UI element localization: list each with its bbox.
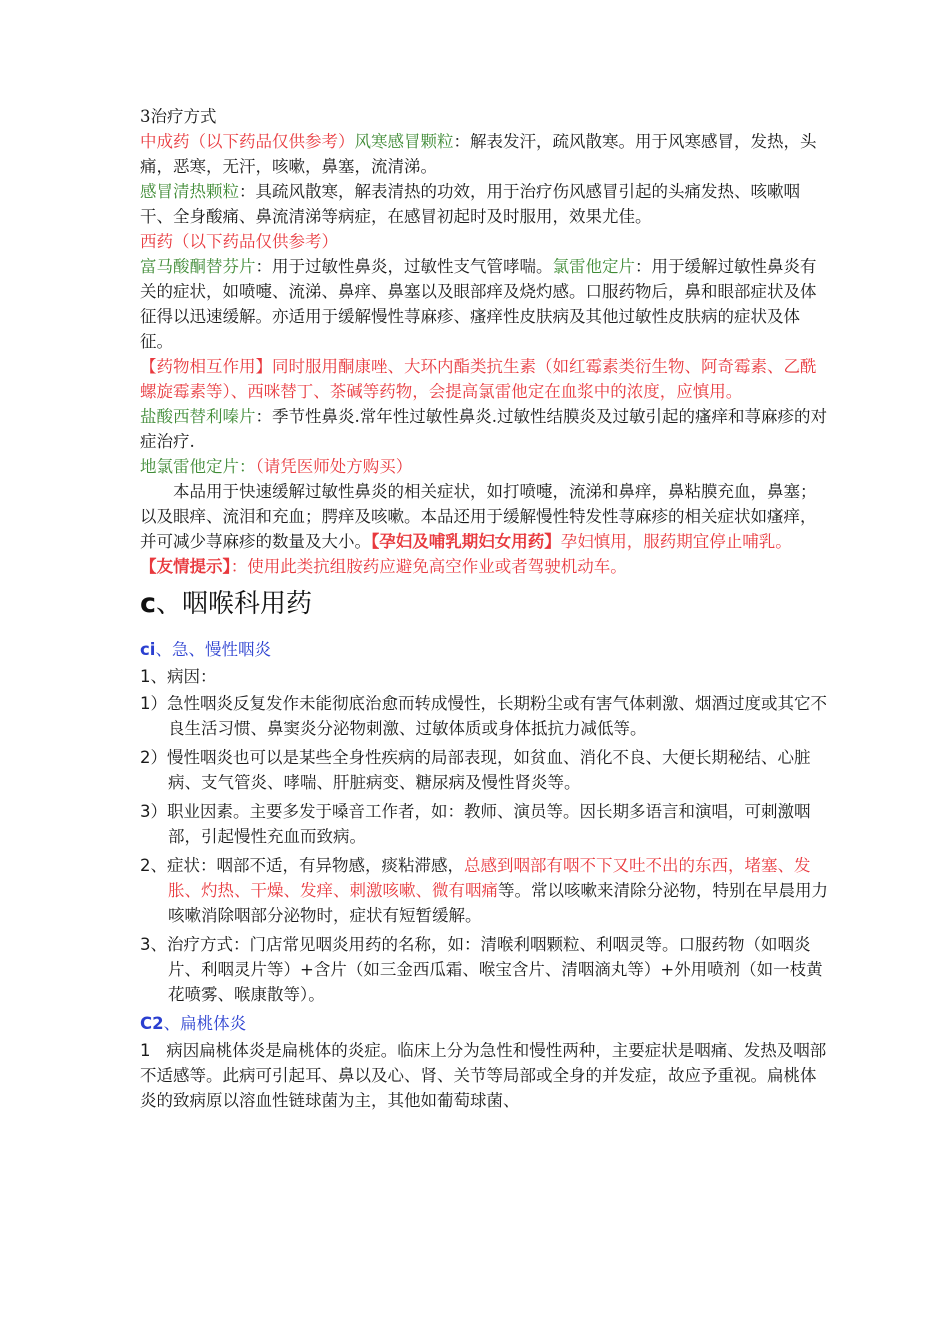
drug-interaction-warning: 【药物相互作用】同时服用酮康唑、大环内酯类抗生素（如红霉素类衍生物、阿奇霉素、乙酰螺旋霉素等）、西咪替丁、茶碱等药物，会提高氯雷他定在血浆中的浓度，应慎用。 bbox=[140, 357, 817, 401]
subsection-code: C2 bbox=[140, 1014, 164, 1033]
paragraph-desloratadine bbox=[140, 479, 830, 554]
prescription-note: （请凭医师处方购买） bbox=[255, 457, 413, 476]
friendly-tip bbox=[140, 554, 830, 579]
document-page bbox=[140, 104, 830, 1113]
drug-description: ：用于缓解过敏性鼻炎有关的症状，如喷嚏、流涕、鼻痒、鼻塞以及眼部痒及烧灼感。口服药物后，鼻和眼部症状及体征得以迅速缓解。亦适用于缓解慢性荨麻疹、瘙痒性皮肤病及其他过敏性皮肤病的症状及体征。 bbox=[140, 257, 817, 351]
tip-label: 【友情提示】 bbox=[140, 557, 231, 576]
pregnancy-warning-text: 孕妇慎用，服药期宜停止哺乳。 bbox=[560, 532, 792, 551]
paragraph-desloratadine-title bbox=[140, 454, 830, 479]
pregnancy-warning-label: 【孕妇及哺乳期妇女用药】 bbox=[371, 532, 561, 551]
subsection-title-pharyngitis bbox=[140, 637, 830, 662]
list-item: 1）急性咽炎反复发作未能彻底治愈而转成慢性，长期粉尘或有害气体刺激、烟酒过度或其它不良生活习惯、鼻窦炎分泌物刺激、过敏体质或身体抵抗力减低等。 bbox=[140, 694, 827, 738]
paragraph-cetirizine bbox=[140, 404, 830, 454]
drug-name: 感冒清热颗粒 bbox=[140, 182, 239, 201]
section-title-throat bbox=[140, 585, 830, 623]
list-item: 2）慢性咽炎也可以是某些全身性疾病的局部表现，如贫血、消化不良、大便长期秘结、心脏病、支气管炎、哮喘、肝脏病变、糖尿病及慢性肾炎等。 bbox=[140, 748, 811, 792]
paragraph-antihistamines bbox=[140, 254, 830, 354]
drug-name: 盐酸西替利嗪片 bbox=[140, 407, 256, 426]
list-item: 3）职业因素。主要多发于嗓音工作者，如：教师、演员等。因长期多语言和演唱，可刺激咽部，引起慢性充血而致病。 bbox=[140, 802, 811, 846]
treatment-heading: 3治疗方式 bbox=[140, 107, 217, 126]
paragraph-tonsillitis-cause: 1 病因扁桃体炎是扁桃体的炎症。临床上分为急性和慢性两种，主要症状是咽痛、发热及咽部不适感等。此病可引起耳、鼻以及心、肾、关节等局部或全身的并发症，故应予重视。扁桃体炎的致病原以溶血性链球菌为主，其他如葡萄球菌、 bbox=[140, 1041, 827, 1110]
drug-name: 氯雷他定片 bbox=[552, 257, 635, 276]
section-letter: c bbox=[140, 588, 157, 619]
paragraph-cold-clearing-granules bbox=[140, 179, 830, 229]
paragraph-tcm-cold-granules bbox=[140, 129, 830, 179]
subsection-title-tonsillitis bbox=[140, 1011, 830, 1036]
treatment-item: 3、治疗方式：门店常见咽炎用药的名称，如：清喉利咽颗粒、利咽灵等。口服药物（如咽炎片、利咽灵片等）+含片（如三金西瓜霜、喉宝含片、清咽滴丸等）+外用喷剂（如一枝黄花喷雾、喉康散等）。 bbox=[140, 935, 823, 1004]
drug-name: 地氯雷他定片： bbox=[140, 457, 256, 476]
subsection-title-text: 、扁桃体炎 bbox=[163, 1014, 247, 1033]
cause-list bbox=[140, 691, 830, 1007]
drug-description: ：用于过敏性鼻炎，过敏性支气管哮喘。 bbox=[255, 257, 553, 276]
drug-description: ：具疏风散寒，解表清热的功效，用于治疗伤风感冒引起的头痛发热、咳嗽咽干、全身酸痛、鼻流清涕等病症，在感冒初起时及时服用，效果尤佳。 bbox=[140, 182, 800, 226]
tcm-label: 中成药（以下药品仅供参考） bbox=[140, 132, 355, 151]
section-title-text: 、咽喉科用药 bbox=[156, 589, 313, 619]
drug-description: 本品用于快速缓解过敏性鼻炎的相关症状，如打喷嚏，流涕和鼻痒，鼻粘膜充血，鼻塞；以及眼痒、流泪和充血；腭痒及咳嗽。本品还用于缓解慢性特发性荨麻疹的相关症状如瘙痒，并可减少荨麻疹的数量及大小。 bbox=[140, 482, 817, 551]
subsection-code: ci bbox=[140, 640, 156, 659]
tip-text: ：使用此类抗组胺药应避免高空作业或者驾驶机动车。 bbox=[230, 557, 627, 576]
drug-name: 风寒感冒颗粒 bbox=[354, 132, 454, 151]
subsection-title-text: 、急、慢性咽炎 bbox=[155, 640, 271, 659]
drug-description: ：季节性鼻炎.常年性过敏性鼻炎.过敏性结膜炎及过敏引起的瘙痒和荨麻疹的对症治疗. bbox=[140, 407, 827, 451]
western-medicine-label: 西药（以下药品仅供参考） bbox=[140, 232, 338, 251]
cause-heading: 1、病因： bbox=[140, 667, 217, 686]
drug-description: ：解表发汗，疏风散寒。用于风寒感冒，发热，头痛，恶寒，无汗，咳嗽，鼻塞，流清涕。 bbox=[140, 132, 817, 176]
drug-name: 富马酸酮替芬片 bbox=[140, 257, 256, 276]
symptom-highlight: 总感到咽部有咽不下又吐不出的东西，堵塞、发胀、灼热、干燥、发痒、刺激咳嗽、微有咽痛 bbox=[168, 856, 811, 900]
symptom-item: 2、症状：咽部不适，有异物感，痰粘滞感，总感到咽部有咽不下又吐不出的东西，堵塞、发胀、灼热、干燥、发痒、刺激咳嗽、微有咽痛等。常以咳嗽来清除分泌物，特别在早晨用力咳嗽消除咽部分泌物时，症状有短暂缓解。 bbox=[140, 856, 828, 925]
